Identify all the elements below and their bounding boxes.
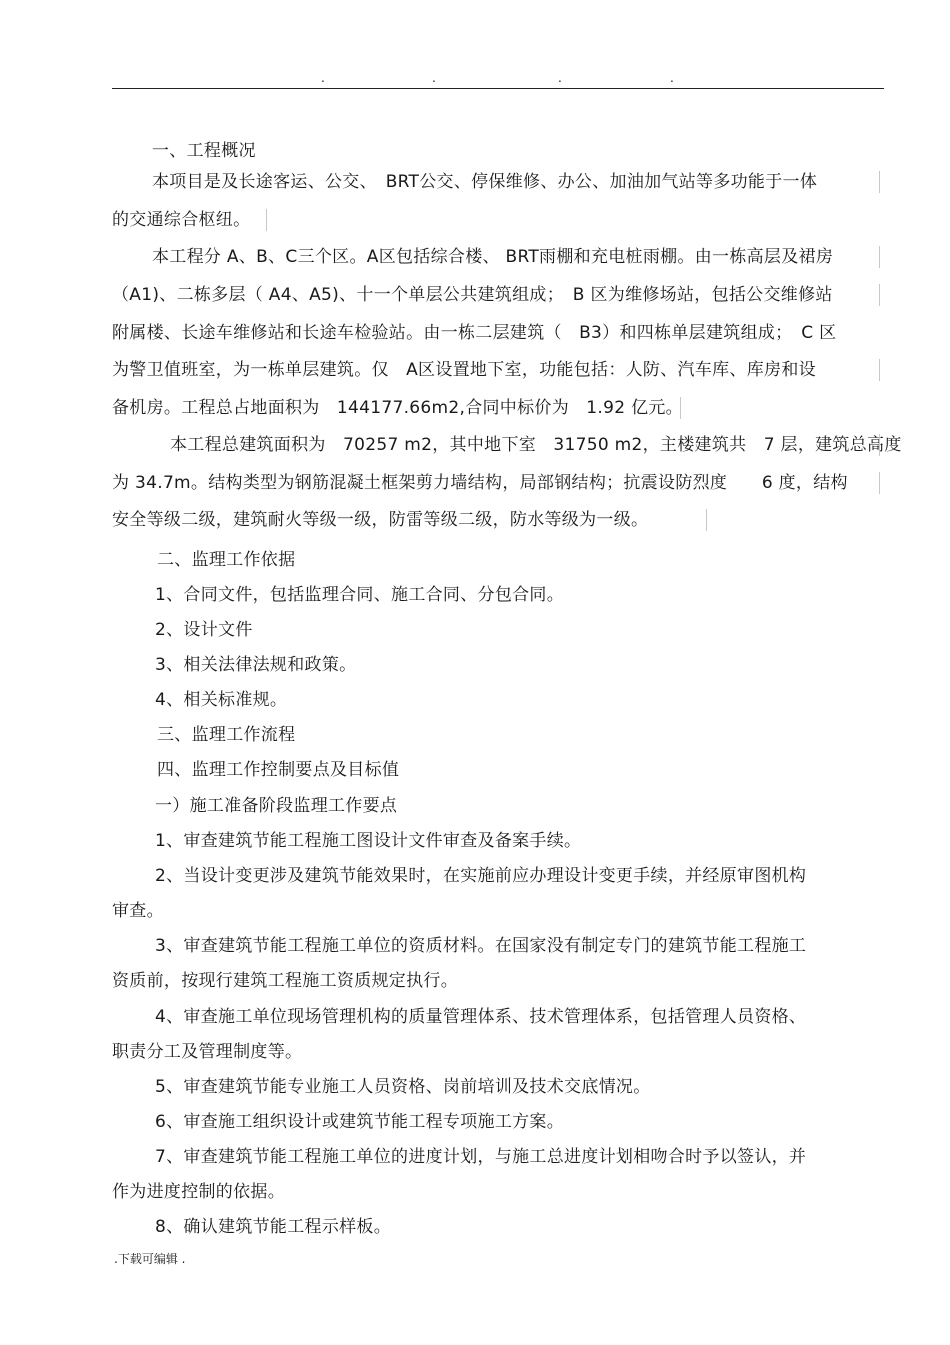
section-heading: 一、工程概况 [152,141,256,161]
list-item: 7、审查建筑节能工程施工单位的进度计划，与施工总进度计划相吻合时予以签认，并 [155,1147,807,1167]
header-dot: . [321,71,325,85]
list-item: 3、审查建筑节能工程施工单位的资质材料。在国家没有制定专门的建筑节能工程施工 [155,936,807,956]
text-box-edge [680,397,681,419]
list-item: 2、当设计变更涉及建筑节能效果时，在实施前应办理设计变更手续，并经原审图机构 [155,866,807,886]
list-item: 3、相关法律法规和政策。 [155,655,357,675]
list-item-continuation: 职责分工及管理制度等。 [112,1042,303,1062]
list-item: 4、审查施工单位现场管理机构的质量管理体系、技术管理体系，包括管理人员资格、 [155,1007,807,1027]
list-item: 4、相关标准规。 [155,690,288,710]
paragraph-line: 为警卫值班室，为一栋单层建筑。仅 A区设置地下室，功能包括：人防、汽车库、库房和设 [112,360,816,380]
section-heading: 四、监理工作控制要点及目标值 [157,760,400,780]
text-box-edge [879,246,880,268]
section-heading: 二、监理工作依据 [157,550,296,570]
header-dot: . [558,71,562,85]
paragraph-line: 备机房。工程总占地面积为 144177.66m2,合同中标价为 1.92 亿元。 [112,398,683,418]
list-item-continuation: 资质前，按现行建筑工程施工资质规定执行。 [112,971,458,991]
list-item-continuation: 审查。 [112,901,164,921]
paragraph-line: （A1)、二栋多层（ A4、A5)、十一个单层公共建筑组成； B 区为维修场站，包括公交维修站 [112,285,833,305]
text-box-edge [266,209,267,231]
paragraph-line: 为 34.7m。结构类型为钢筋混凝土框架剪力墙结构，局部钢结构；抗震设防烈度 6 度，结构 [112,473,848,493]
list-item: 1、合同文件，包括监理合同、施工合同、分包合同。 [155,585,565,605]
paragraph-line: 安全等级二级，建筑耐火等级一级，防雷等级二级，防水等级为一级。 [112,510,649,530]
text-box-edge [879,171,880,193]
list-item: 5、审查建筑节能专业施工人员资格、岗前培训及技术交底情况。 [155,1077,651,1097]
section-heading: 三、监理工作流程 [157,725,296,745]
list-item-continuation: 作为进度控制的依据。 [112,1182,285,1202]
list-item: 6、审查施工组织设计或建筑节能工程专项施工方案。 [155,1112,565,1132]
header-rule [112,88,884,89]
list-item: 1、审查建筑节能工程施工图设计文件审查及备案手续。 [155,831,582,851]
paragraph-line: 本工程分 A、B、C三个区。A区包括综合楼、 BRT雨棚和充电桩雨棚。由一栋高层及裙房 [152,247,834,267]
text-box-edge [879,359,880,381]
text-box-edge [879,434,880,456]
paragraph-line: 本项目是及长途客运、公交、 BRT公交、停保维修、办公、加油加气站等多功能于一体 [152,172,818,192]
sub-heading: 一）施工准备阶段监理工作要点 [155,796,398,816]
list-item: 8、确认建筑节能工程示样板。 [155,1217,392,1237]
header-dots [0,71,950,85]
page-footer: .下载可编辑 . [114,1252,186,1266]
paragraph-line: 的交通综合枢纽。 [112,210,251,230]
paragraph-line: 附属楼、长途车维修站和长途车检验站。由一栋二层建筑（ B3）和四栋单层建筑组成； C 区 [112,323,837,343]
header-dot: . [670,71,674,85]
text-box-edge [706,509,707,531]
list-item: 2、设计文件 [155,620,253,640]
paragraph-line: 本工程总建筑面积为 70257 m2，其中地下室 31750 m2，主楼建筑共 7 层，建筑总高度 [170,435,902,455]
header-dot: . [432,71,436,85]
text-box-edge [879,472,880,494]
text-box-edge [879,284,880,306]
